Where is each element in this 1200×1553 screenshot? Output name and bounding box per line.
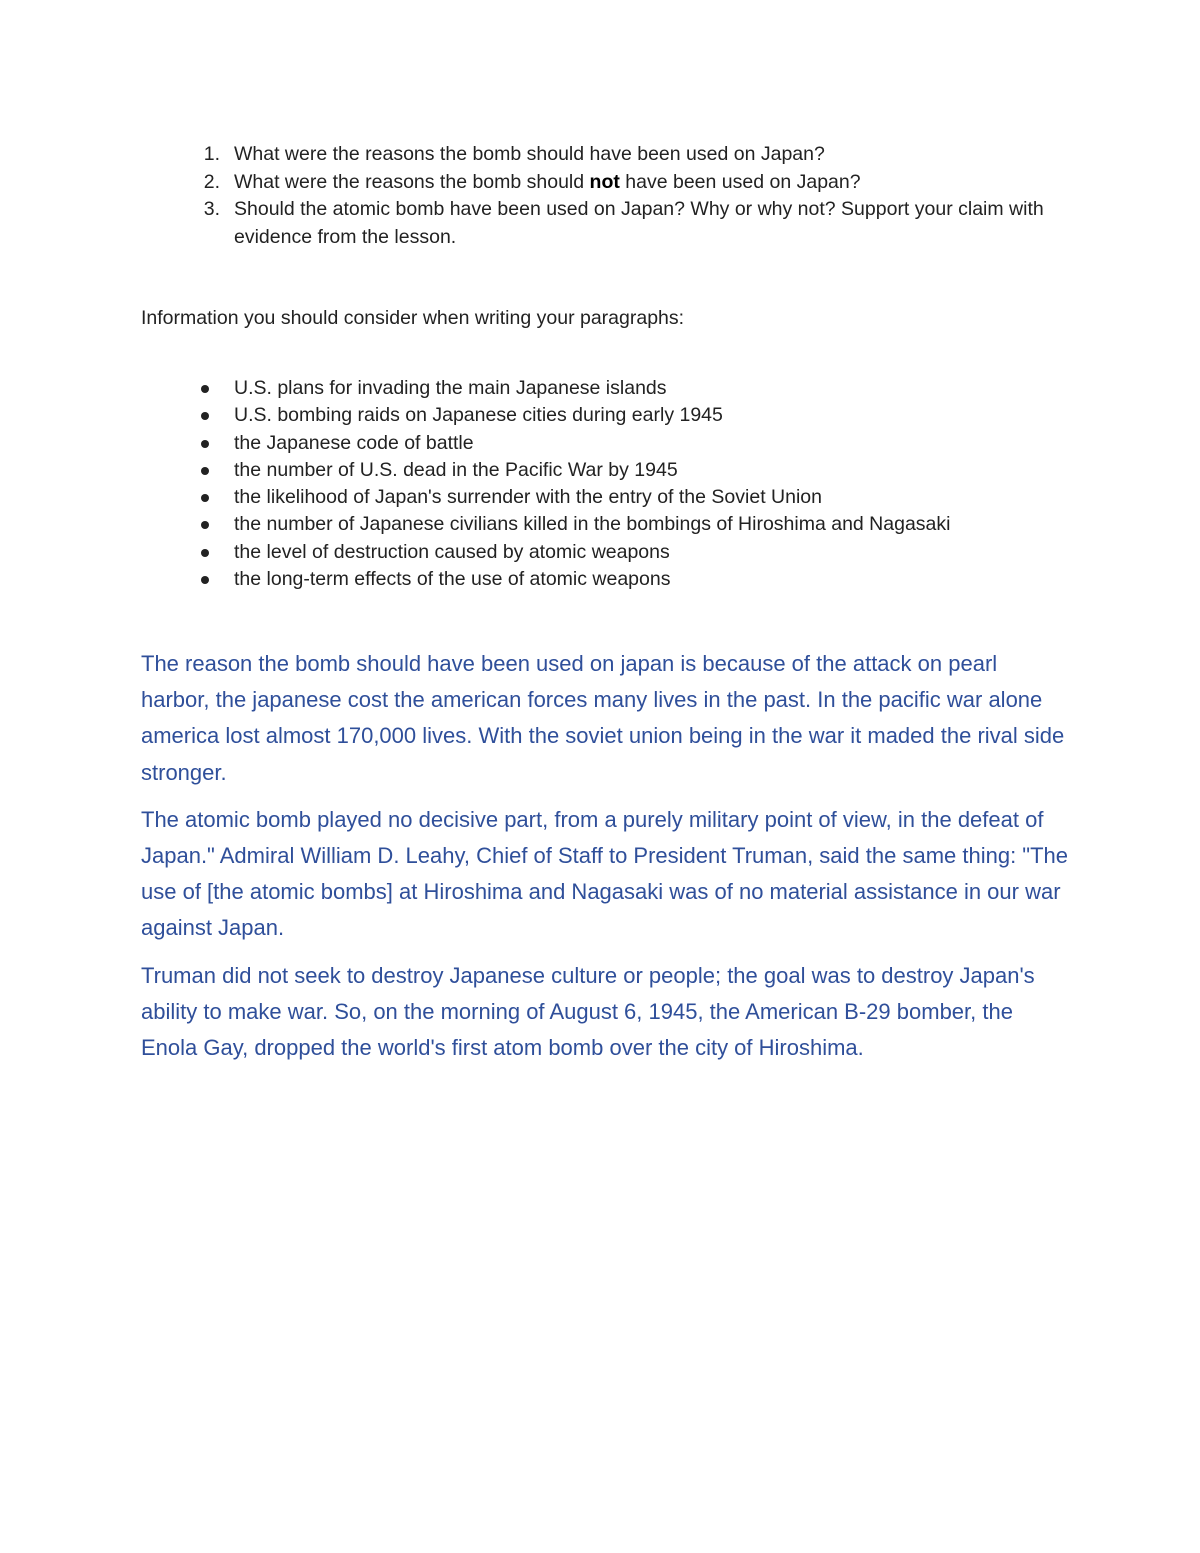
consideration-text: the level of destruction caused by atomic weapons (234, 540, 670, 563)
answer-section (141, 646, 1071, 1077)
consideration-item (196, 402, 1096, 429)
consideration-text: the likelihood of Japan's surrender with the entry of the Soviet Union (234, 486, 822, 509)
question-emphasis: not (589, 170, 620, 193)
question-list (196, 141, 1076, 251)
question-number: 3. (203, 198, 220, 220)
question-text-after: have been used on Japan? (619, 170, 861, 193)
question-text: What were the reasons the bomb should have been used on Japan? (234, 143, 825, 165)
answer-paragraph: The reason the bomb should have been used on japan is because of the attack on pearl harbor, the japanese cost the american forces many lives in the past. In the pacific war alone america lost almost 170,000 lives. With the soviet union being in the war it maded the rival side stronger. (141, 651, 1065, 785)
consideration-item (196, 430, 1096, 457)
consideration-item (196, 511, 1096, 538)
consideration-text: the number of U.S. dead in the Pacific War by 1945 (234, 458, 678, 481)
question-item (196, 196, 1076, 251)
answer-paragraph: The atomic bomb played no decisive part, from a purely military point of view, in the defeat of Japan." Admiral William D. Leahy, Chief of Staff to President Truman, said the same thing: "The use of [the atomic bombs] at Hiroshima and Nagasaki was of no material assistance in our war against Japan. (141, 806, 1069, 941)
consideration-text: U.S. bombing raids on Japanese cities during early 1945 (234, 404, 723, 427)
bullet-icon (201, 576, 209, 584)
answer-paragraph: Truman did not seek to destroy Japanese culture or people; the goal was to destroy Japan's ability to make war. So, on the morning of August 6, 1945, the American B-29 bomber, the Enola Gay, dropped the world's first atom bomb over the city of Hiroshima. (141, 962, 1035, 1061)
question-item (196, 141, 1076, 169)
bullet-icon (201, 549, 209, 557)
consideration-text: the number of Japanese civilians killed in the bombings of Hiroshima and Nagasaki (234, 513, 951, 536)
bullet-icon (201, 385, 209, 393)
consideration-list (196, 375, 1096, 593)
bullet-icon (201, 440, 209, 448)
consideration-text: the Japanese code of battle (234, 431, 474, 454)
bullet-icon (201, 494, 209, 502)
consideration-text: the long-term effects of the use of atomic weapons (234, 568, 671, 591)
question-number: 2. (203, 170, 220, 193)
consideration-item (196, 375, 1096, 402)
bullet-icon (201, 521, 209, 529)
consideration-item (196, 566, 1096, 593)
question-item (196, 169, 1076, 197)
question-number: 1. (203, 143, 220, 165)
bullet-icon (201, 467, 209, 475)
consideration-item (196, 457, 1096, 484)
consideration-text: U.S. plans for invading the main Japanese islands (234, 377, 667, 399)
info-heading: Information you should consider when writing your paragraphs: (141, 307, 685, 329)
question-text: Should the atomic bomb have been used on Japan? Why or why not? Support your claim with evidence from the lesson. (234, 198, 1044, 248)
consideration-item (196, 484, 1096, 511)
bullet-icon (201, 412, 209, 420)
consideration-item (196, 539, 1096, 566)
question-text-before: What were the reasons the bomb should (234, 170, 590, 193)
